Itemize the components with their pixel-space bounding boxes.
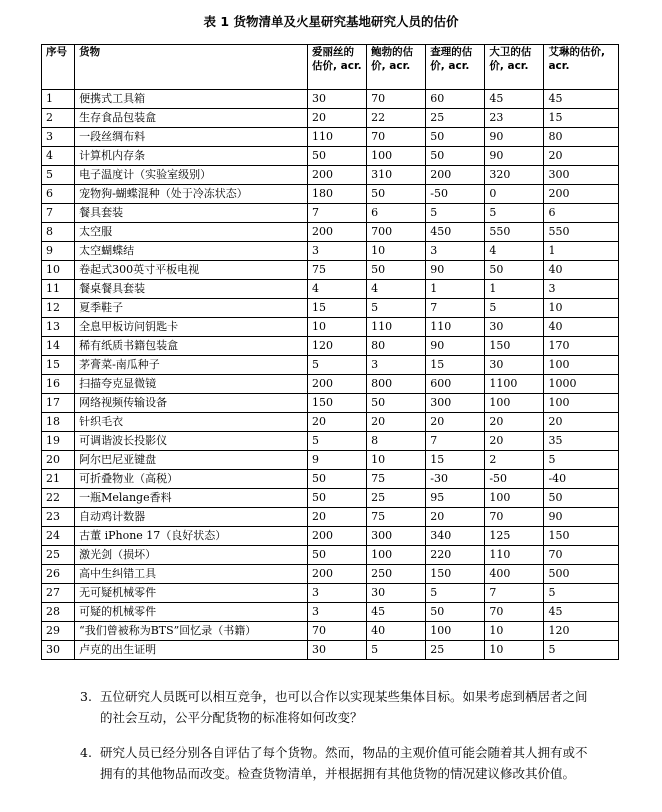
cell-no: 25 (42, 546, 75, 565)
cell-alice: 7 (308, 204, 367, 223)
table-row (42, 147, 619, 166)
cell-no: 19 (42, 432, 75, 451)
cell-no: 11 (42, 280, 75, 299)
question-text: 研究人员已经分别各自评估了每个货物。然而，物品的主观价值可能会随着其人拥有或不拥有的其他物品而改变。检查货物清单，并根据拥有其他货物的情况建议修改其价值。 (100, 745, 588, 781)
cell-charlie: 15 (426, 451, 485, 470)
question-number: 4. (80, 745, 92, 760)
cell-alice: 15 (308, 299, 367, 318)
table-row (42, 375, 619, 394)
cell-item: 餐具套装 (75, 204, 308, 223)
cell-erin: 300 (544, 166, 619, 185)
table-row (42, 584, 619, 603)
cell-no: 2 (42, 109, 75, 128)
cell-alice: 200 (308, 565, 367, 584)
cell-item: 卢克的出生证明 (75, 641, 308, 660)
cell-david: 10 (485, 641, 544, 660)
cell-charlie: -30 (426, 470, 485, 489)
table-row (42, 223, 619, 242)
cell-bob: 70 (367, 128, 426, 147)
cell-david: 1 (485, 280, 544, 299)
cell-no: 26 (42, 565, 75, 584)
cell-charlie: 15 (426, 356, 485, 375)
cell-david: 10 (485, 622, 544, 641)
cell-item: 卷起式300英寸平板电视 (75, 261, 308, 280)
cell-no: 18 (42, 413, 75, 432)
cell-no: 30 (42, 641, 75, 660)
cell-david: 70 (485, 508, 544, 527)
table-row (42, 242, 619, 261)
cell-no: 12 (42, 299, 75, 318)
cell-alice: 9 (308, 451, 367, 470)
cell-bob: 700 (367, 223, 426, 242)
cell-david: 50 (485, 261, 544, 280)
cell-item: 阿尔巴尼亚键盘 (75, 451, 308, 470)
cell-item: 便携式工具箱 (75, 90, 308, 109)
cell-david: 4 (485, 242, 544, 261)
cell-david: 90 (485, 147, 544, 166)
cell-no: 29 (42, 622, 75, 641)
cell-alice: 30 (308, 641, 367, 660)
cell-alice: 20 (308, 109, 367, 128)
cell-david: 110 (485, 546, 544, 565)
cell-bob: 250 (367, 565, 426, 584)
cell-item: 宠物狗-蝴蝶混种（处于冷冻状态） (75, 185, 308, 204)
cell-charlie: 340 (426, 527, 485, 546)
cell-charlie: 90 (426, 337, 485, 356)
cell-item: 茅膏菜-南瓜种子 (75, 356, 308, 375)
cell-bob: 300 (367, 527, 426, 546)
table-row (42, 413, 619, 432)
cell-erin: 1000 (544, 375, 619, 394)
cell-charlie: 220 (426, 546, 485, 565)
cell-erin: 45 (544, 603, 619, 622)
cell-no: 16 (42, 375, 75, 394)
cell-erin: 100 (544, 394, 619, 413)
table-row (42, 508, 619, 527)
cell-alice: 70 (308, 622, 367, 641)
header-bob: 鲍勃的估价, acr. (367, 45, 426, 90)
cell-david: 90 (485, 128, 544, 147)
cell-item: 可折叠物业（高税） (75, 470, 308, 489)
table-row (42, 280, 619, 299)
cell-bob: 40 (367, 622, 426, 641)
cell-charlie: 200 (426, 166, 485, 185)
cell-no: 21 (42, 470, 75, 489)
cell-item: 餐桌餐具套装 (75, 280, 308, 299)
cell-bob: 5 (367, 641, 426, 660)
cell-no: 3 (42, 128, 75, 147)
header-david: 大卫的估价, acr. (485, 45, 544, 90)
table-row (42, 299, 619, 318)
cell-alice: 3 (308, 584, 367, 603)
cell-bob: 75 (367, 470, 426, 489)
table-row (42, 128, 619, 147)
cell-no: 22 (42, 489, 75, 508)
cell-item: 稀有纸质书籍包装盒 (75, 337, 308, 356)
cell-erin: 15 (544, 109, 619, 128)
question-text: 五位研究人员既可以相互竞争，也可以合作以实现某些集体目标。如果考虑到栖居者之间的社会互动，公平分配货物的标准将如何改变？ (100, 689, 588, 725)
table-row (42, 166, 619, 185)
table-row (42, 90, 619, 109)
cell-no: 4 (42, 147, 75, 166)
cell-bob: 50 (367, 261, 426, 280)
cell-item: “我们曾被称为BTS”回忆录（书籍） (75, 622, 308, 641)
cell-david: 5 (485, 204, 544, 223)
cell-erin: 90 (544, 508, 619, 527)
cell-charlie: 600 (426, 375, 485, 394)
cell-item: 计算机内存条 (75, 147, 308, 166)
cell-bob: 800 (367, 375, 426, 394)
cell-david: 20 (485, 432, 544, 451)
cell-item: 生存食品包装盒 (75, 109, 308, 128)
cell-david: 100 (485, 394, 544, 413)
cell-erin: 550 (544, 223, 619, 242)
cell-charlie: 50 (426, 128, 485, 147)
cell-bob: 100 (367, 546, 426, 565)
cell-item: 无可疑机械零件 (75, 584, 308, 603)
cell-erin: -40 (544, 470, 619, 489)
cell-david: -50 (485, 470, 544, 489)
cell-alice: 3 (308, 603, 367, 622)
cell-charlie: -50 (426, 185, 485, 204)
cell-alice: 50 (308, 470, 367, 489)
cell-alice: 110 (308, 128, 367, 147)
cell-erin: 20 (544, 147, 619, 166)
cell-bob: 25 (367, 489, 426, 508)
cell-david: 45 (485, 90, 544, 109)
cell-charlie: 50 (426, 603, 485, 622)
question-4 (80, 742, 600, 808)
cell-david: 5 (485, 299, 544, 318)
table-row (42, 451, 619, 470)
cell-alice: 200 (308, 223, 367, 242)
cell-erin: 150 (544, 527, 619, 546)
cell-alice: 120 (308, 337, 367, 356)
cell-bob: 80 (367, 337, 426, 356)
table-row (42, 432, 619, 451)
cell-erin: 40 (544, 318, 619, 337)
cell-erin: 35 (544, 432, 619, 451)
cell-david: 0 (485, 185, 544, 204)
cell-no: 15 (42, 356, 75, 375)
cell-erin: 10 (544, 299, 619, 318)
cell-bob: 8 (367, 432, 426, 451)
cell-no: 17 (42, 394, 75, 413)
cell-erin: 40 (544, 261, 619, 280)
cell-bob: 50 (367, 185, 426, 204)
table-row (42, 489, 619, 508)
table-row (42, 394, 619, 413)
cell-erin: 200 (544, 185, 619, 204)
cell-alice: 150 (308, 394, 367, 413)
cell-charlie: 150 (426, 565, 485, 584)
cell-no: 14 (42, 337, 75, 356)
cell-charlie: 3 (426, 242, 485, 261)
table-row (42, 603, 619, 622)
cell-charlie: 20 (426, 508, 485, 527)
cell-charlie: 5 (426, 584, 485, 603)
cell-alice: 10 (308, 318, 367, 337)
cell-david: 30 (485, 356, 544, 375)
cell-david: 2 (485, 451, 544, 470)
cell-charlie: 300 (426, 394, 485, 413)
cell-david: 70 (485, 603, 544, 622)
cell-no: 20 (42, 451, 75, 470)
cell-david: 125 (485, 527, 544, 546)
header-no: 序号 (42, 45, 75, 90)
cell-erin: 50 (544, 489, 619, 508)
table-row (42, 565, 619, 584)
table-row (42, 204, 619, 223)
table-body (42, 90, 619, 660)
table-row (42, 261, 619, 280)
cell-bob: 10 (367, 451, 426, 470)
cell-erin: 5 (544, 451, 619, 470)
cell-bob: 70 (367, 90, 426, 109)
cell-david: 320 (485, 166, 544, 185)
cell-item: 扫描夸克显微镜 (75, 375, 308, 394)
cell-no: 13 (42, 318, 75, 337)
cell-erin: 80 (544, 128, 619, 147)
cell-no: 27 (42, 584, 75, 603)
cell-charlie: 5 (426, 204, 485, 223)
cell-david: 1100 (485, 375, 544, 394)
cell-item: 太空蝴蝶结 (75, 242, 308, 261)
cell-charlie: 60 (426, 90, 485, 109)
cell-david: 150 (485, 337, 544, 356)
cell-alice: 20 (308, 508, 367, 527)
cell-charlie: 90 (426, 261, 485, 280)
cell-charlie: 20 (426, 413, 485, 432)
cell-alice: 3 (308, 242, 367, 261)
cell-bob: 75 (367, 508, 426, 527)
cell-charlie: 95 (426, 489, 485, 508)
cell-bob: 45 (367, 603, 426, 622)
cell-alice: 5 (308, 356, 367, 375)
cell-no: 28 (42, 603, 75, 622)
cell-erin: 5 (544, 641, 619, 660)
cell-charlie: 450 (426, 223, 485, 242)
cell-item: 一段丝绸布料 (75, 128, 308, 147)
cell-erin: 70 (544, 546, 619, 565)
cell-david: 100 (485, 489, 544, 508)
cell-charlie: 110 (426, 318, 485, 337)
cell-alice: 5 (308, 432, 367, 451)
cell-item: 激光剑（损坏） (75, 546, 308, 565)
header-charlie: 查理的估价, acr. (426, 45, 485, 90)
cell-erin: 100 (544, 356, 619, 375)
cell-erin: 45 (544, 90, 619, 109)
cell-bob: 22 (367, 109, 426, 128)
cell-charlie: 25 (426, 109, 485, 128)
cell-item: 太空服 (75, 223, 308, 242)
cell-no: 8 (42, 223, 75, 242)
cell-alice: 200 (308, 166, 367, 185)
cell-alice: 30 (308, 90, 367, 109)
cell-alice: 200 (308, 527, 367, 546)
cell-david: 550 (485, 223, 544, 242)
cell-charlie: 100 (426, 622, 485, 641)
header-item: 货物 (75, 45, 308, 90)
cell-alice: 75 (308, 261, 367, 280)
cell-charlie: 1 (426, 280, 485, 299)
cell-alice: 50 (308, 489, 367, 508)
cell-david: 20 (485, 413, 544, 432)
cell-bob: 30 (367, 584, 426, 603)
cell-erin: 120 (544, 622, 619, 641)
cell-item: 网络视频传输设备 (75, 394, 308, 413)
cell-item: 一瓶Melange香料 (75, 489, 308, 508)
cell-charlie: 50 (426, 147, 485, 166)
cell-item: 夏季鞋子 (75, 299, 308, 318)
cell-no: 24 (42, 527, 75, 546)
table-row (42, 622, 619, 641)
cell-no: 5 (42, 166, 75, 185)
cell-erin: 20 (544, 413, 619, 432)
cell-item: 可调谐波长投影仪 (75, 432, 308, 451)
cell-erin: 170 (544, 337, 619, 356)
cell-erin: 1 (544, 242, 619, 261)
cell-erin: 500 (544, 565, 619, 584)
cell-erin: 5 (544, 584, 619, 603)
inventory-table (41, 44, 619, 660)
cell-bob: 110 (367, 318, 426, 337)
cell-bob: 100 (367, 147, 426, 166)
table-row (42, 185, 619, 204)
question-number: 3. (80, 689, 92, 704)
cell-alice: 180 (308, 185, 367, 204)
header-erin: 艾琳的估价, acr. (544, 45, 619, 90)
cell-item: 自动鸡计数器 (75, 508, 308, 527)
header-alice: 爱丽丝的估价, acr. (308, 45, 367, 90)
cell-erin: 3 (544, 280, 619, 299)
cell-no: 6 (42, 185, 75, 204)
cell-item: 针织毛衣 (75, 413, 308, 432)
cell-charlie: 25 (426, 641, 485, 660)
cell-no: 23 (42, 508, 75, 527)
cell-david: 400 (485, 565, 544, 584)
cell-david: 30 (485, 318, 544, 337)
cell-bob: 310 (367, 166, 426, 185)
cell-no: 10 (42, 261, 75, 280)
cell-no: 1 (42, 90, 75, 109)
question-3 (80, 686, 600, 730)
cell-bob: 3 (367, 356, 426, 375)
cell-bob: 5 (367, 299, 426, 318)
cell-item: 可疑的机械零件 (75, 603, 308, 622)
cell-bob: 20 (367, 413, 426, 432)
table-row (42, 318, 619, 337)
cell-erin: 6 (544, 204, 619, 223)
cell-bob: 50 (367, 394, 426, 413)
cell-item: 电子温度计（实验室级别） (75, 166, 308, 185)
table-row (42, 470, 619, 489)
cell-david: 23 (485, 109, 544, 128)
cell-charlie: 7 (426, 299, 485, 318)
table-row (42, 527, 619, 546)
table-row (42, 109, 619, 128)
table-caption: 表 1 货物清单及火星研究基地研究人员的估价 (203, 14, 459, 29)
cell-alice: 200 (308, 375, 367, 394)
cell-charlie: 7 (426, 432, 485, 451)
cell-alice: 4 (308, 280, 367, 299)
table-header-row (42, 45, 619, 90)
cell-no: 7 (42, 204, 75, 223)
table-row (42, 356, 619, 375)
cell-item: 古董 iPhone 17（良好状态） (75, 527, 308, 546)
cell-item: 全息甲板访问钥匙卡 (75, 318, 308, 337)
cell-item: 高中生纠错工具 (75, 565, 308, 584)
cell-david: 7 (485, 584, 544, 603)
cell-alice: 20 (308, 413, 367, 432)
cell-bob: 10 (367, 242, 426, 261)
cell-bob: 4 (367, 280, 426, 299)
table-row (42, 546, 619, 565)
cell-no: 9 (42, 242, 75, 261)
cell-alice: 50 (308, 546, 367, 565)
cell-alice: 50 (308, 147, 367, 166)
table-row (42, 337, 619, 356)
cell-bob: 6 (367, 204, 426, 223)
table-row (42, 641, 619, 660)
